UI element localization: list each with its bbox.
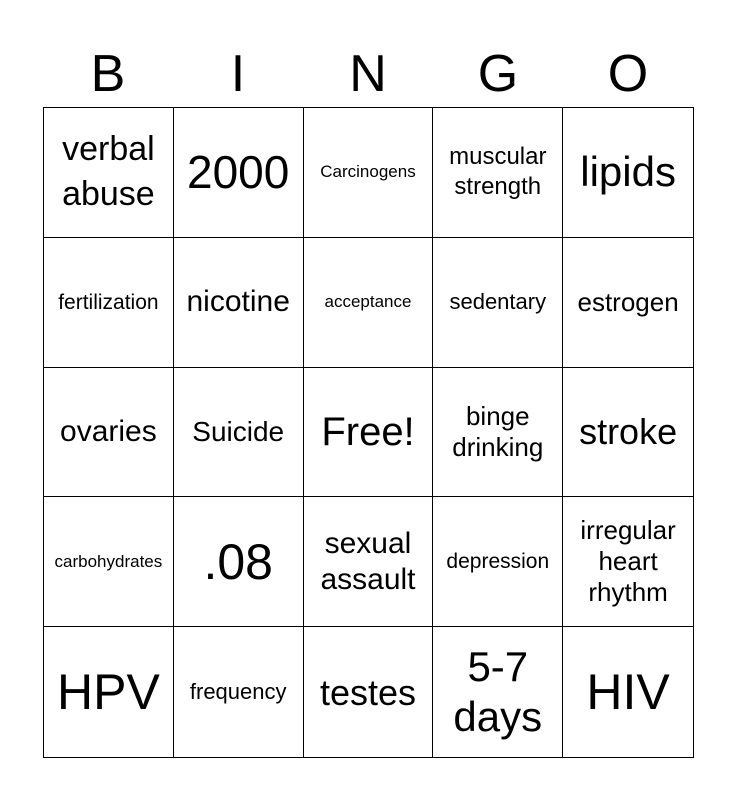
bingo-cell[interactable] — [304, 108, 434, 238]
cell-text: fertilization — [58, 290, 159, 314]
free-space-cell[interactable] — [304, 368, 434, 498]
cell-text: HIV — [586, 664, 670, 721]
header-letter-b: B — [90, 45, 126, 103]
cell-text: sedentary — [449, 289, 547, 315]
bingo-cell[interactable] — [174, 497, 304, 627]
bingo-cell[interactable] — [563, 368, 693, 498]
cell-text: Carcinogens — [320, 162, 416, 182]
bingo-cell[interactable] — [563, 497, 693, 627]
bingo-cell[interactable] — [174, 627, 304, 757]
cell-text: depression — [446, 550, 550, 574]
bingo-cell[interactable] — [174, 368, 304, 498]
bingo-cell[interactable] — [44, 108, 174, 238]
bingo-board — [43, 107, 694, 758]
cell-text: HPV — [56, 664, 160, 721]
bingo-cell[interactable] — [44, 627, 174, 757]
bingo-cell[interactable] — [563, 627, 693, 757]
free-space-text: Free! — [321, 409, 415, 454]
bingo-cell[interactable] — [433, 238, 563, 368]
cell-text: verbal abuse — [62, 129, 155, 214]
cell-text: carbohydrates — [54, 551, 163, 571]
header-letter-o: O — [607, 45, 649, 103]
bingo-cell[interactable] — [563, 108, 693, 238]
bingo-cell[interactable] — [433, 108, 563, 238]
bingo-cell[interactable] — [433, 497, 563, 627]
cell-text: stroke — [579, 411, 678, 453]
cell-text: lipids — [580, 148, 676, 196]
cell-text: Suicide — [192, 416, 285, 448]
bingo-cell[interactable] — [304, 238, 434, 368]
header-letter-g: G — [477, 45, 519, 103]
bingo-cell[interactable] — [433, 368, 563, 498]
cell-text: .08 — [203, 533, 273, 590]
cell-text: ovaries — [60, 414, 157, 448]
cell-text: acceptance — [324, 292, 412, 311]
cell-text: estrogen — [577, 286, 679, 317]
cell-text: 5-7 days — [453, 642, 543, 741]
cell-text: irregular heart rhythm — [580, 515, 676, 608]
header-letter-n: N — [349, 45, 387, 103]
cell-text: sexual assault — [320, 526, 416, 596]
bingo-cell[interactable] — [44, 368, 174, 498]
cell-text: muscular strength — [449, 143, 547, 201]
cell-text: 2000 — [187, 145, 290, 198]
cell-text: testes — [319, 671, 417, 713]
bingo-cell[interactable] — [44, 497, 174, 627]
cell-text: binge drinking — [452, 400, 544, 462]
bingo-cell[interactable] — [44, 238, 174, 368]
cell-text: frequency — [189, 679, 287, 705]
header-letter-i: I — [230, 45, 246, 103]
bingo-cell[interactable] — [304, 627, 434, 757]
cell-text: nicotine — [186, 285, 290, 319]
bingo-cell[interactable] — [433, 627, 563, 757]
bingo-cell[interactable] — [174, 108, 304, 238]
bingo-cell[interactable] — [304, 497, 434, 627]
bingo-header — [43, 42, 693, 106]
bingo-cell[interactable] — [174, 238, 304, 368]
bingo-cell[interactable] — [563, 238, 693, 368]
